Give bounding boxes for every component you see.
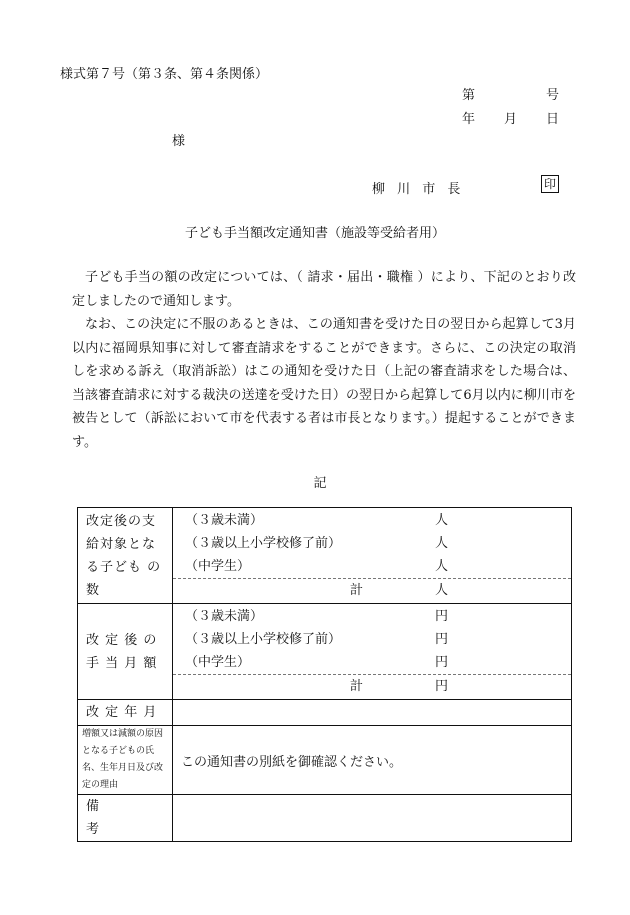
date-month-label: 月 [504, 112, 518, 127]
table-row-children [78, 508, 572, 604]
reason-label: 増額又は減額の原因となる子どもの氏名、生年月日及び改定の理由 [82, 729, 164, 790]
amount-total-label: 計 [349, 679, 363, 694]
children-label: 改定後の支給対象となる子ども の 数 [86, 513, 162, 598]
amount-row-label: （中学生） [185, 655, 251, 670]
list-item [173, 628, 571, 651]
amount-label-cell [78, 604, 173, 700]
addressee-suffix: 様 [172, 134, 186, 149]
children-label-cell [78, 508, 173, 604]
children-value-cell [173, 508, 572, 604]
table-row-revision-date [78, 700, 572, 726]
seal-mark: 印 [541, 175, 559, 193]
children-row-unit: 人 [435, 513, 449, 528]
date-day-label: 日 [546, 112, 560, 127]
list-item [173, 555, 571, 578]
date-year-label: 年 [462, 112, 476, 127]
document-title: 子ども手当額改定通知書（施設等受給者用） [184, 226, 445, 241]
reason-label-cell [78, 726, 173, 795]
notice-table [77, 507, 572, 842]
amount-row-label: （３歳未満） [185, 609, 264, 624]
children-row-label: （３歳未満） [185, 513, 264, 528]
body-text [72, 266, 576, 454]
form-number: 様式第７号（第３条、第４条関係） [60, 67, 269, 82]
number-suffix: 号 [546, 88, 560, 103]
remarks-label: 備 考 [86, 799, 152, 837]
amount-row-unit: 円 [435, 655, 449, 670]
list-item [173, 651, 571, 674]
ki-heading: 記 [313, 476, 327, 491]
remarks-label-cell [78, 795, 173, 842]
children-total-label: 計 [349, 583, 363, 598]
remarks-value-cell [173, 795, 572, 842]
list-item [173, 605, 571, 628]
list-item [173, 509, 571, 532]
list-item [173, 532, 571, 555]
children-row-label: （３歳以上小学校修了前） [185, 536, 342, 551]
amount-total-unit: 円 [435, 679, 449, 694]
revision-date-value-cell [173, 700, 572, 726]
table-row-amount [78, 604, 572, 700]
amount-row-label: （３歳以上小学校修了前） [185, 632, 342, 647]
revision-date-label-cell [78, 700, 173, 726]
amount-total-row [173, 674, 571, 698]
amount-row-unit: 円 [435, 609, 449, 624]
children-row-unit: 人 [435, 559, 449, 574]
table-row-reason [78, 726, 572, 795]
children-total-unit: 人 [435, 583, 449, 598]
body-paragraph-1: 子ども手当の額の改定については、（ 請求・届出・職権 ）により、下記のとおり改定しましたので通知します。 [72, 270, 576, 309]
revision-date-label: 改 定 年 月 [86, 705, 158, 720]
sender-name: 柳 川 市 長 [372, 182, 465, 197]
amount-row-unit: 円 [435, 632, 449, 647]
reason-value: この通知書の別紙を御確認ください。 [181, 754, 403, 770]
table-row-remarks [78, 795, 572, 842]
amount-value-cell [173, 604, 572, 700]
children-total-row [173, 578, 571, 602]
amount-label: 改 定 後 の 手 当 月 額 [86, 632, 158, 671]
body-paragraph-2: なお、この決定に不服のあるときは、この通知書を受けた日の翌日から起算して3月以内に福岡県知事に対して審査請求をすることができます。さらに、この決定の取消しを求める訴え（取消訴訟）はこの通知を受けた日（上記の審査請求をした場合は、当該審査請求に対する裁決の送達を受けた日）の翌日から起算して6月以内に柳川市を被告として（訴訟において市を代表する者は市長となります。）提起することができます。 [72, 317, 576, 450]
children-row-label: （中学生） [185, 559, 251, 574]
number-prefix: 第 [462, 88, 476, 103]
reason-value-cell [173, 726, 572, 795]
children-row-unit: 人 [435, 536, 449, 551]
